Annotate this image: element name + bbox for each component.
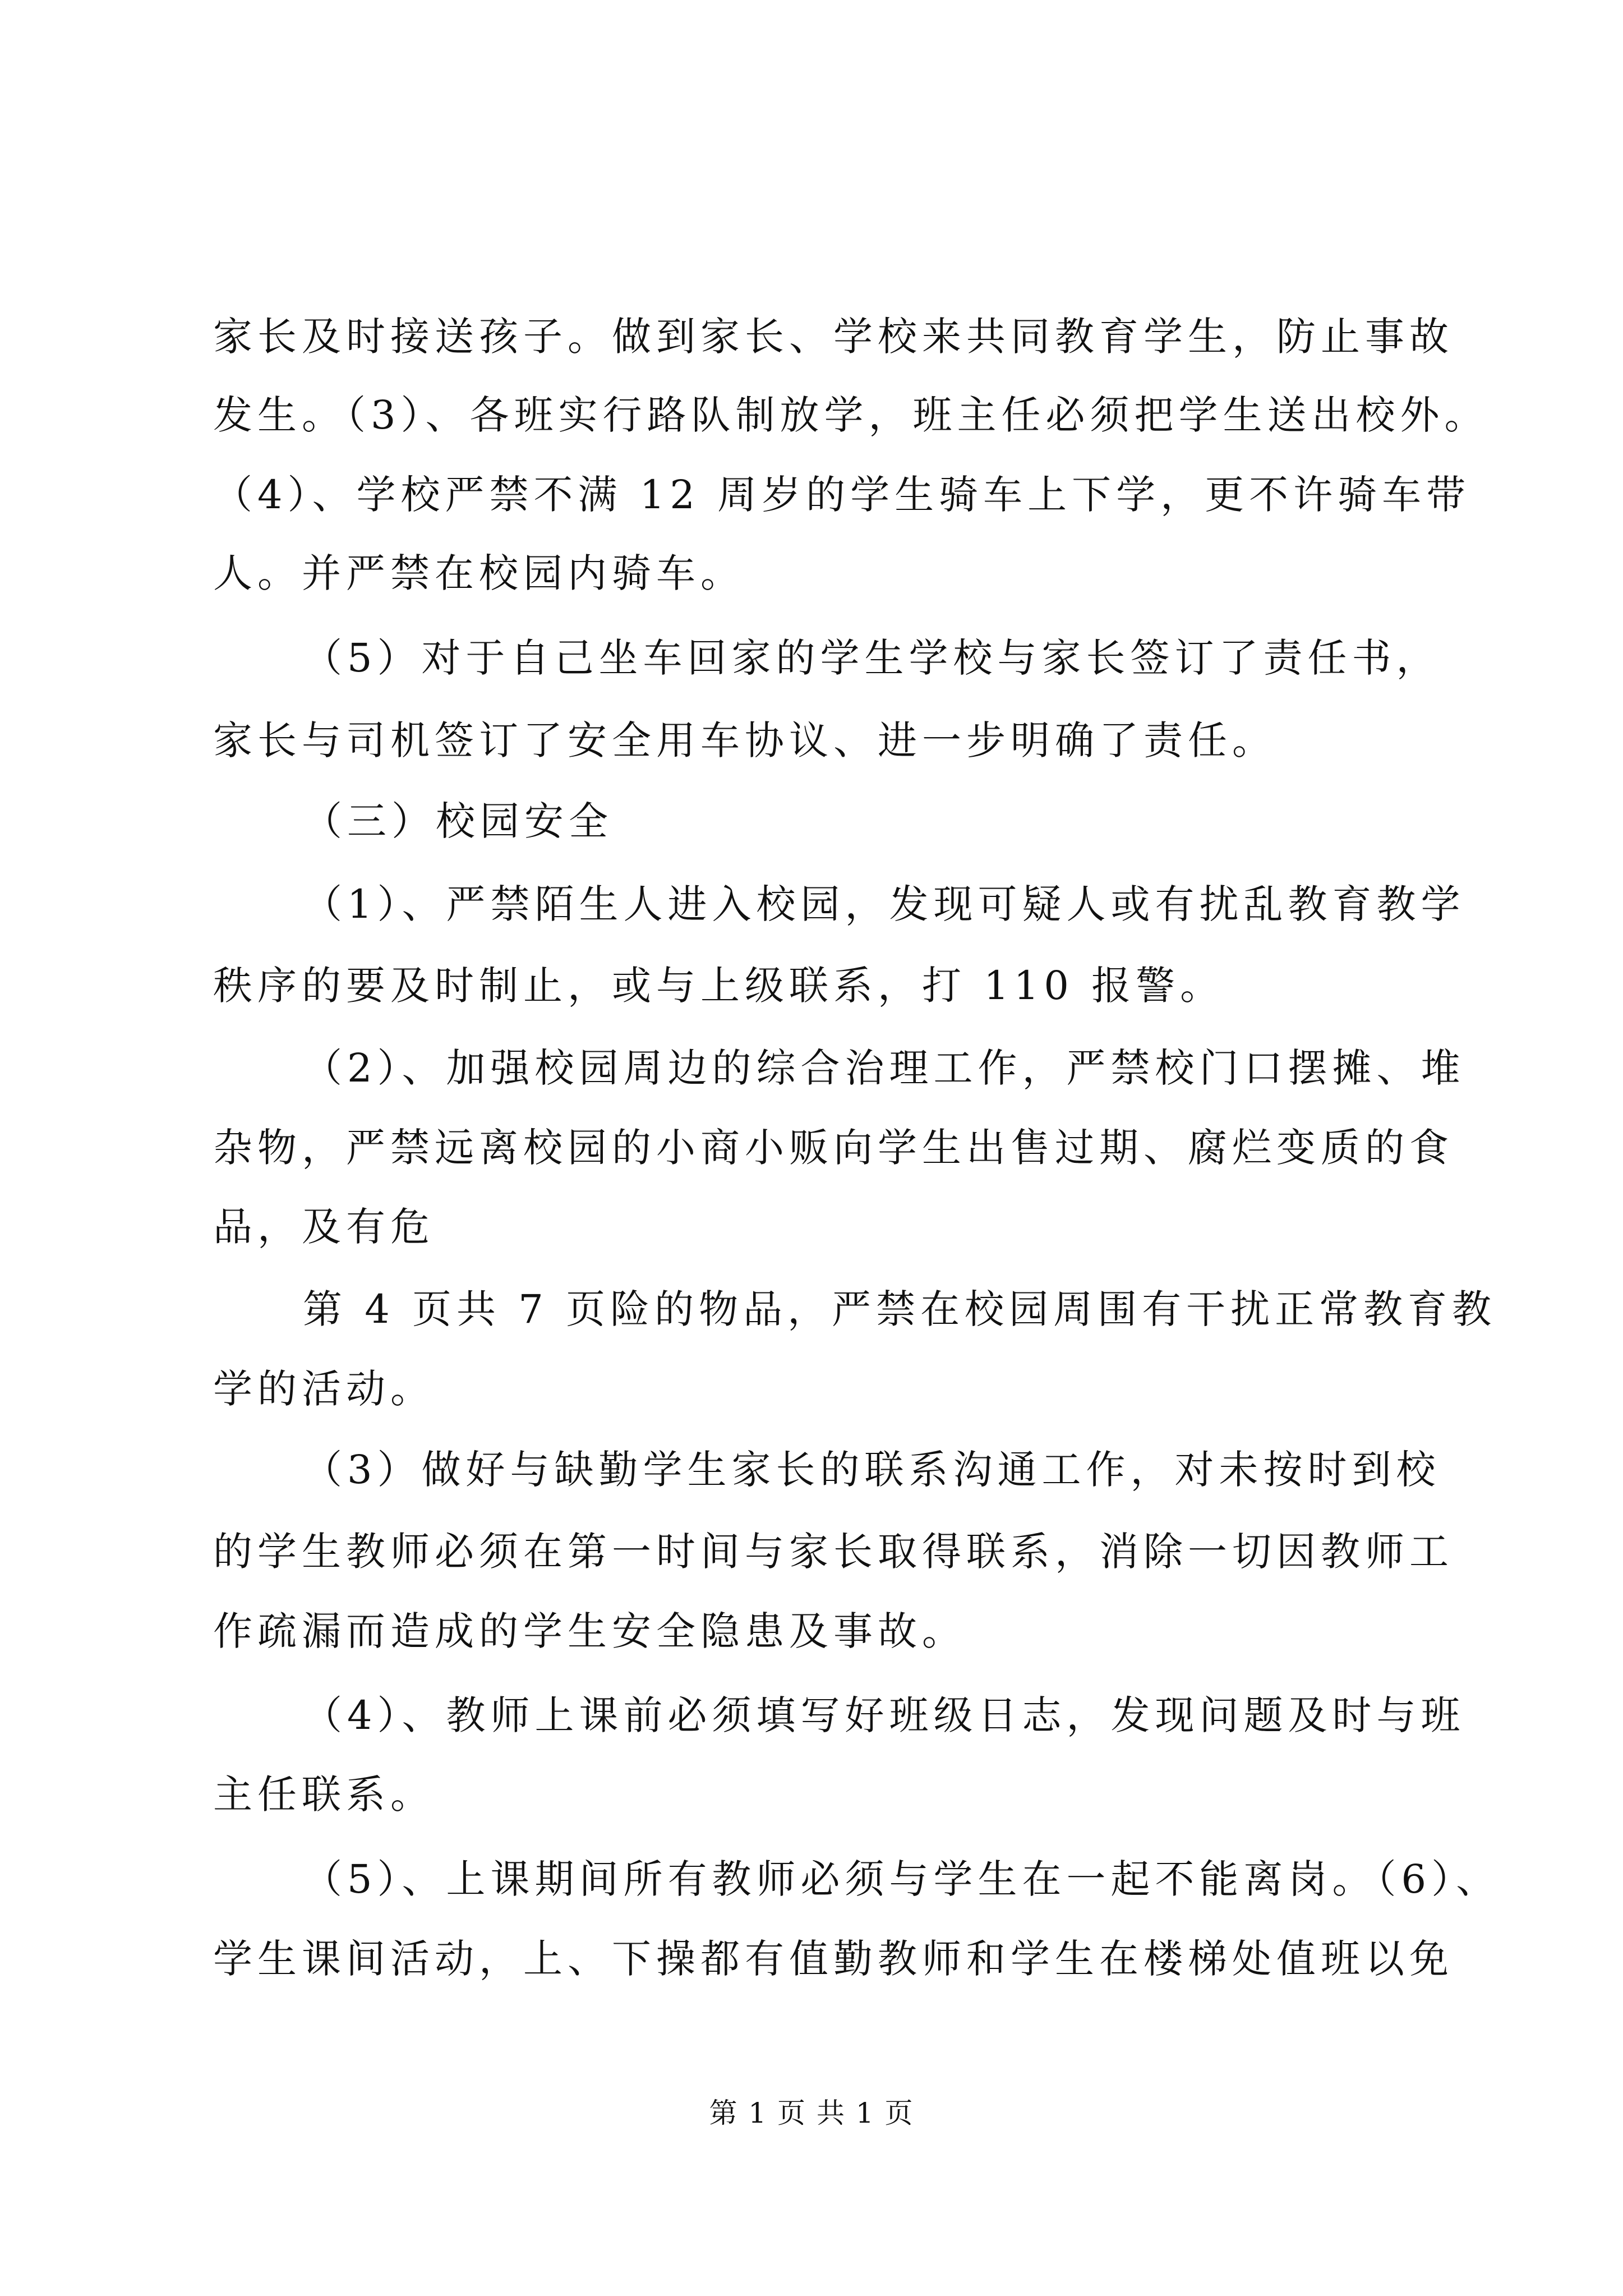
text-line: 的学生教师必须在第一时间与家长取得联系，消除一切因教师工 [213, 1529, 1454, 1575]
paragraph-start-line: （5）对于自己坐车回家的学生学校与家长签订了责任书， [303, 635, 1441, 681]
paragraph-start-line: 第 4 页共 7 页险的物品，严禁在校园周围有干扰正常教育教 [303, 1286, 1497, 1332]
paragraph-start-line: （4）、教师上课前必须填写好班级日志，发现问题及时与班 [303, 1692, 1465, 1738]
text-line: 秩序的要及时制止，或与上级联系，打 110 报警。 [213, 963, 1225, 1009]
text-line: 杂物，严禁远离校园的小商小贩向学生出售过期、腐烂变质的食 [213, 1125, 1454, 1171]
text-line: 学生课间活动，上、下操都有值勤教师和学生在楼梯处值班以免 [213, 1936, 1454, 1982]
text-line: 家长及时接送孩子。做到家长、学校来共同教育学生，防止事故 [213, 314, 1454, 360]
text-line: 主任联系。 [213, 1772, 435, 1818]
text-line: 发生。（3）、各班实行路队制放学，班主任必须把学生送出校外。 [213, 392, 1489, 438]
text-line: （4）、学校严禁不满 12 周岁的学生骑车上下学，更不许骑车带 [213, 472, 1471, 518]
paragraph-start-line: （3）做好与缺勤学生家长的联系沟通工作，对未按时到校 [303, 1447, 1441, 1493]
text-line: 作疏漏而造成的学生安全隐患及事故。 [213, 1608, 966, 1654]
page-footer: 第 1 页 共 1 页 [709, 2097, 914, 2129]
text-line: 家长与司机签订了安全用车协议、进一步明确了责任。 [213, 717, 1276, 763]
text-line: 品，及有危 [213, 1204, 435, 1250]
paragraph-start-line: （5）、上课期间所有教师必须与学生在一起不能离岗。（6）、 [303, 1856, 1501, 1902]
paragraph-start-line: （2）、加强校园周边的综合治理工作，严禁校门口摆摊、堆 [303, 1045, 1465, 1091]
text-line: 人。并严禁在校园内骑车。 [213, 550, 745, 596]
paragraph-start-line: （1）、严禁陌生人进入校园，发现可疑人或有扰乱教育教学 [303, 881, 1465, 927]
section-heading: （三）校园安全 [303, 798, 613, 844]
text-line: 学的活动。 [213, 1366, 435, 1412]
